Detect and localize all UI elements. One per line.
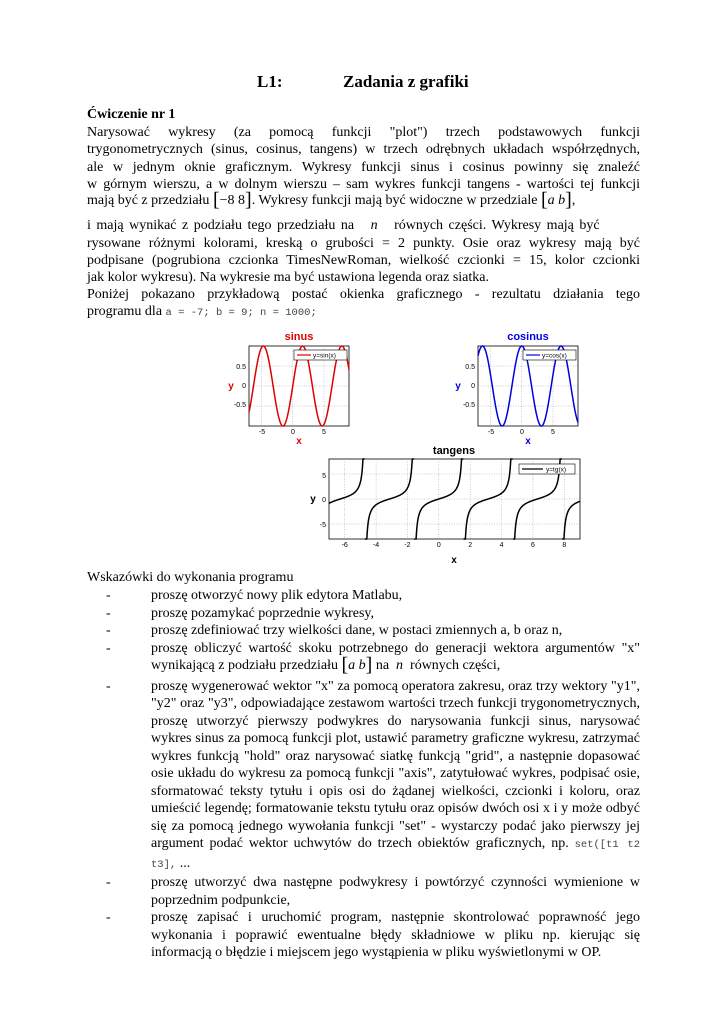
title-text: Zadania z grafiki xyxy=(343,72,469,91)
sinus-xtick: -5 xyxy=(258,429,266,436)
tangens-ylabel: y xyxy=(310,494,316,505)
exercise-line-9: jak kolor wykresu). Na wykresie ma być ustawiona legenda oraz siatka. xyxy=(87,270,489,285)
list-item: - proszę zapisać i uruchomić program, następnie skontrolować poprawność jego wykonania i poprawić ewentualne błędy składniowe w pliku np. kierując się informacją o błędzie i miejscem jego wystąpienia w pliku wyświetlonymi w OP. xyxy=(106,910,640,960)
line6-pre: i mają wynikać z podziału tego przedziału na xyxy=(87,218,355,233)
list-item: - proszę obliczyć wartość skoku potrzebnego do generacji wektora argumentów "x" wynikającą z podziału przedziału [a b] na n równych części, xyxy=(106,640,640,676)
cosinus-legend-label: y=cos(x) xyxy=(542,352,567,360)
sinus-ytick: -0.5 xyxy=(233,402,246,409)
subplot-tangens xyxy=(310,445,580,566)
sinus-legend-label: y=sin(x) xyxy=(313,352,336,360)
range-end: , xyxy=(571,193,576,208)
cosinus-legend xyxy=(523,350,576,360)
cosinus-title: cosinus xyxy=(507,331,549,343)
list-item: - proszę zdefiniować trzy wielkości dane, w postaci zmiennych a, b oraz n, xyxy=(106,623,563,638)
tangens-xlabel: x xyxy=(451,555,457,566)
exercise-line-7: rysowane różnymi kolorami, kreską o grubości = 2 punkty. Osie oraz wykresy mają być xyxy=(87,236,640,251)
exercise-line-11 xyxy=(87,303,640,323)
tangens-ytick: 0 xyxy=(322,497,326,504)
var-n: n xyxy=(370,218,378,233)
range-mid: . Wykresy funkcji mają być widoczne w przedziale xyxy=(251,193,538,208)
list-item: - proszę otworzyć nowy plik edytora Matlabu, xyxy=(106,588,403,603)
exercise-line-3: ale w jednym oknie graficznym. Wykresy funkcji sinus i cosinus powinny się znaleźć xyxy=(87,160,640,175)
tangens-ytick: 5 xyxy=(322,473,326,480)
exercise-heading: Ćwiczenie nr 1 xyxy=(87,107,176,122)
exercise-line-10: Poniżej pokazano przykładową postać okienka graficznego - rezultatu działania tego xyxy=(87,287,640,302)
cosinus-xtick: 5 xyxy=(551,429,555,436)
exercise-line-1: Narysować wykresy (za pomocą funkcji "plot") trzech podstawowych funkcji xyxy=(87,125,640,140)
list-item: - proszę wygenerować wektor "x" za pomocą operatora zakresu, oraz trzy wektory "y1", "y2" oraz "y3", odpowiadające zestawom wartości trzech funkcji trygonometrycznych, proszę utworzyć pierwszy podwykres do narysowania funkcji sinus, narysować wykres sinus za pomocą funkcji plot, ustawić parametry graficzne wykresu, zatrzymać wykres funkcją "hold" oraz narysować siatkę funkcją "grid", a następnie dopasować osie układu do wykresu za pomocą funkcji "axis", zatytułować wykres, podpisać osie, sformatować teksty tytułu i opis osi do żądanej wielkości, czcionki i koloru, oraz umieścić legendę; formatowanie tekstu tytułu oraz opisów dwóch osi x i y może odbyć się za pomocą jednego wywołania funkcji "set" - wystarczy podać jako pierwszy jej argument podać wektor uchwytów do trzech obiektów graficznych, np. set([t1 t2 t3], ... xyxy=(106,678,640,871)
tangens-legend xyxy=(519,464,575,474)
tangens-xtick: 4 xyxy=(499,542,504,549)
tangens-xtick: 0 xyxy=(436,542,441,549)
cosinus-ylabel: y xyxy=(455,381,461,392)
line6-post: równych części. Wykresy mają być xyxy=(394,218,600,233)
cosinus-xtick: 0 xyxy=(520,429,524,436)
title-label: L1: xyxy=(257,72,283,91)
tangens-xtick: 8 xyxy=(562,542,567,549)
range-values: −8 8 xyxy=(219,193,246,208)
tangens-legend-label: y=tg(x) xyxy=(546,466,567,474)
sinus-xlabel: x xyxy=(296,436,302,447)
sinus-ytick: 0.5 xyxy=(236,364,246,371)
sinus-xtick: 5 xyxy=(322,429,326,436)
matlab-figure xyxy=(215,326,585,578)
sinus-ytick: 0 xyxy=(242,383,246,390)
exercise-line-5: mają być z przedziału [−8 8]. Wykresy funkcji mają być widoczne w przedziale [a b], xyxy=(87,189,576,211)
subplot-cosinus xyxy=(455,331,578,447)
sinus-legend xyxy=(294,350,347,360)
tangens-xtick: -2 xyxy=(404,542,411,549)
exercise-line-2: trygonometrycznych (sinus, cosinus, tangens) w trzech odrębnych układach współrzędnych, xyxy=(87,142,640,157)
tangens-ytick: -5 xyxy=(319,522,326,529)
sinus-xtick: 0 xyxy=(291,429,295,436)
cosinus-ytick: 0 xyxy=(471,383,475,390)
cosinus-xlabel: x xyxy=(525,436,531,447)
subplot-sinus xyxy=(228,331,349,447)
cosinus-ytick: -0.5 xyxy=(462,402,475,409)
range-pre: mają być z przedziału xyxy=(87,193,210,208)
sinus-title: sinus xyxy=(284,331,314,343)
tangens-xtick: 6 xyxy=(530,542,535,549)
hints-heading: Wskazówki do wykonania programu xyxy=(87,570,294,585)
cosinus-ytick: 0.5 xyxy=(465,364,475,371)
tangens-title: tangens xyxy=(432,445,476,457)
program-code: a = -7; b = 9; n = 1000; xyxy=(165,307,317,319)
cosinus-xtick: -5 xyxy=(487,429,495,436)
exercise-line-8: podpisane (pogrubiona czcionka TimesNewRoman, wielkość czcionki = 15, kolor czcionki xyxy=(87,253,640,268)
tangens-xtick: -6 xyxy=(341,542,348,549)
program-pre: programu dla xyxy=(87,304,163,319)
list-item: - proszę pozamykać poprzednie wykresy, xyxy=(106,605,375,621)
hints-list xyxy=(87,587,640,962)
range-ab: a b xyxy=(547,193,566,208)
exercise-line-6 xyxy=(87,217,640,235)
list-item: - proszę utworzyć dwa następne podwykresy i powtórzyć czynności wymienione w poprzednim podpunkcie, xyxy=(106,875,640,908)
sinus-ylabel: y xyxy=(228,381,234,392)
exercise-line-4: w górnym wierszu, a w dolnym wierszu – sam wykres funkcji tangens - wartości tej funkcji xyxy=(87,177,640,192)
tangens-xtick: 2 xyxy=(468,542,473,549)
tangens-xtick-labels xyxy=(342,542,567,549)
tangens-xtick: -4 xyxy=(372,542,380,549)
